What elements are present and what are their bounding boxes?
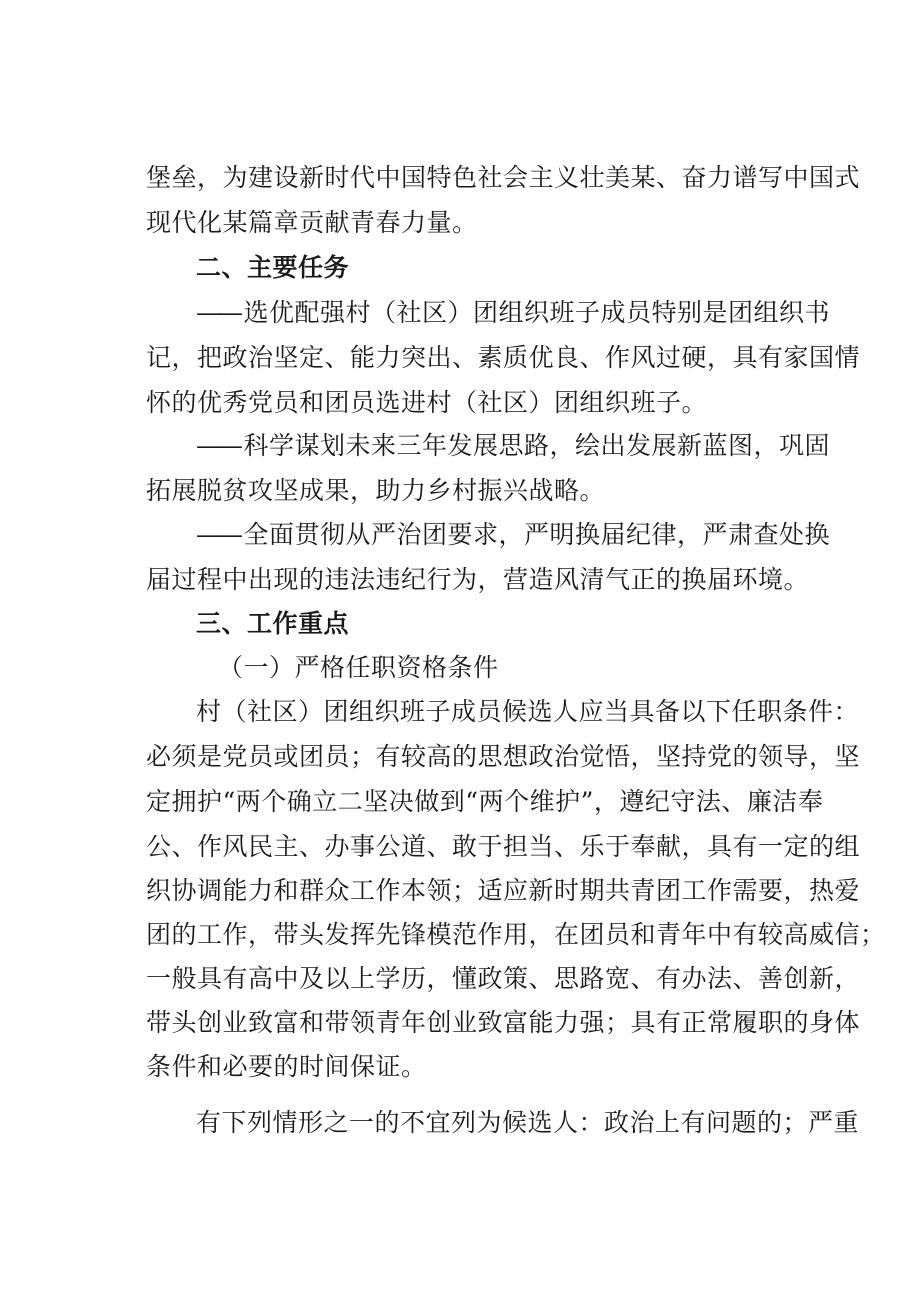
task-item-1-text: —选优配强村（社区）团组织班子成员特别是团组织书 xyxy=(218,298,831,327)
paragraph-2-line-1: 有下列情形之一的不宜列为候选人：政治上有问题的；严重 xyxy=(196,1108,860,1137)
intro-line-2: 现代化某篇章贡献青春力量。 xyxy=(146,208,478,237)
task-item-3-line-1 xyxy=(196,513,830,557)
paragraph-1-line-4: 公、作风民主、办事公道、敢于担当、乐于奉献，具有一定的组 xyxy=(146,832,861,861)
paragraph-1-line-6: 团的工作，带头发挥先锋模范作用，在团员和青年中有较高威信； xyxy=(146,920,886,949)
paragraph-1-line-9: 条件和必要的时间保证。 xyxy=(146,1052,427,1081)
dash-mark: — xyxy=(196,431,222,460)
task-item-3-line-2: 届过程中出现的违法违纪行为，营造风清气正的换届环境。 xyxy=(146,565,810,594)
dash-mark: — xyxy=(196,298,222,327)
task-item-2-text: —科学谋划未来三年发展思路，绘出发展新蓝图，巩固 xyxy=(218,431,831,460)
task-item-1-line-2: 记，把政治坚定、能力突出、素质优良、作风过硬，具有家国情 xyxy=(146,343,861,372)
dash-mark: — xyxy=(196,520,222,549)
task-item-2-line-1 xyxy=(196,424,830,468)
section-heading-main-tasks: 二、主要任务 xyxy=(196,253,350,282)
subheading-qualification: （一）严格任职资格条件 xyxy=(218,653,499,682)
paragraph-1-line-2: 必须是党员或团员；有较高的思想政治觉悟，坚持党的领导，坚 xyxy=(146,742,861,771)
paragraph-1-line-3: 定拥护“两个确立二坚决做到“两个维护”，遵纪守法、廉洁奉 xyxy=(146,787,824,816)
paragraph-1-line-7: 一般具有高中及以上学历，懂政策、思路宽、有办法、善创新， xyxy=(146,964,861,993)
intro-line-1: 堡垒，为建设新时代中国特色社会主义壮美某、奋力谱写中国式 xyxy=(146,163,861,192)
paragraph-1-line-1: 村（社区）团组织班子成员候选人应当具备以下任职条件： xyxy=(196,697,860,726)
section-heading-work-focus: 三、工作重点 xyxy=(196,609,350,638)
task-item-2-line-2: 拓展脱贫攻坚成果，助力乡村振兴战略。 xyxy=(146,476,606,505)
paragraph-1-line-8: 带头创业致富和带领青年创业致富能力强；具有正常履职的身体 xyxy=(146,1008,861,1037)
task-item-3-text: —全面贯彻从严治团要求，严明换届纪律，严肃查处换 xyxy=(218,520,831,549)
task-item-1-line-1 xyxy=(196,291,830,335)
task-item-1-line-3: 怀的优秀党员和团员选进村（社区）团组织班子。 xyxy=(146,388,708,417)
paragraph-1-line-5: 织协调能力和群众工作本领；适应新时期共青团工作需要，热爱 xyxy=(146,876,861,905)
